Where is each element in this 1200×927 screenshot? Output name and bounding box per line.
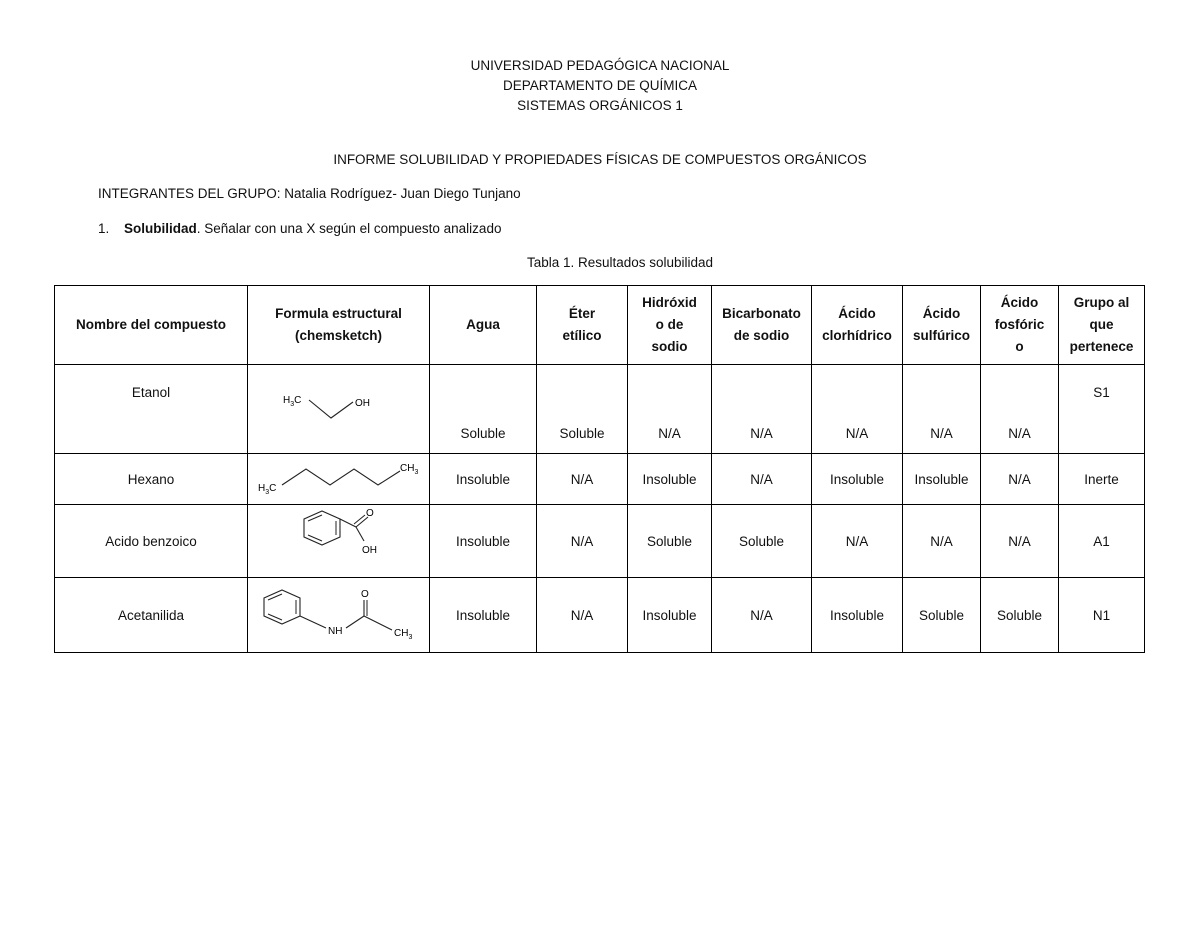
report-title: INFORME SOLUBILIDAD Y PROPIEDADES FÍSICAS DE COMPUESTOS ORGÁNICOS	[333, 152, 867, 167]
table-row	[55, 505, 1145, 578]
table-row	[55, 365, 1145, 454]
cell-bicarbonato: N/A	[712, 454, 812, 505]
svg-text:O: O	[360, 589, 369, 600]
cell-name: Etanol	[55, 365, 248, 454]
department-name: DEPARTAMENTO DE QUÍMICA	[502, 78, 698, 93]
cell-clorhidrico: N/A	[812, 365, 903, 454]
structure-benzoic-acid	[248, 505, 430, 578]
cell-sulfurico: N/A	[903, 505, 981, 578]
section-number: 1.	[98, 221, 110, 236]
header-grupo: Grupo al que pertenece	[1059, 286, 1145, 365]
cell-grupo: A1	[1059, 505, 1145, 578]
cell-hidroxido: Insoluble	[628, 454, 712, 505]
group-members: Natalia Rodríguez- Juan Diego Tunjano	[284, 186, 521, 201]
table-header-row	[55, 286, 1145, 365]
cell-eter: N/A	[537, 505, 628, 578]
cell-grupo: S1	[1059, 365, 1145, 454]
header-hidroxido: Hidróxid o de sodio	[628, 286, 712, 365]
cell-name: Acido benzoico	[55, 505, 248, 578]
cell-fosforico: N/A	[981, 505, 1059, 578]
svg-text:OH: OH	[361, 545, 377, 556]
cell-hidroxido: N/A	[628, 365, 712, 454]
cell-agua: Insoluble	[430, 578, 537, 653]
solubility-table	[54, 285, 1145, 653]
svg-text:CH3: $CH_3$	[399, 463, 418, 476]
cell-eter: Soluble	[537, 365, 628, 454]
header-clorhidrico: Ácido clorhídrico	[812, 286, 903, 365]
header-sulfurico: Ácido sulfúrico	[903, 286, 981, 365]
cell-name: Acetanilida	[55, 578, 248, 653]
svg-text:OH: OH	[354, 398, 370, 409]
header-agua: Agua	[430, 286, 537, 365]
course-name: SISTEMAS ORGÁNICOS 1	[517, 98, 683, 113]
header-eter: Éter etílico	[537, 286, 628, 365]
svg-text:NH: NH	[327, 626, 342, 637]
table-row	[55, 454, 1145, 505]
group-members-line	[98, 185, 521, 203]
cell-fosforico: N/A	[981, 365, 1059, 454]
svg-text:H3C: $H_3C$	[257, 483, 276, 496]
cell-bicarbonato: N/A	[712, 578, 812, 653]
cell-agua: Soluble	[430, 365, 537, 454]
cell-eter: N/A	[537, 454, 628, 505]
cell-grupo: Inerte	[1059, 454, 1145, 505]
group-label: INTEGRANTES DEL GRUPO:	[98, 186, 281, 201]
section-instruction: . Señalar con una X según el compuesto analizado	[196, 221, 502, 236]
structure-acetanilide	[248, 578, 430, 653]
cell-clorhidrico: N/A	[812, 505, 903, 578]
svg-text:CH3: $CH_3$	[393, 628, 412, 641]
cell-sulfurico: Insoluble	[903, 454, 981, 505]
structure-hexane	[248, 454, 430, 505]
svg-text:H3C: $H_3C$	[282, 395, 301, 408]
table-row	[55, 578, 1145, 653]
header-bicarbonato: Bicarbonato de sodio	[712, 286, 812, 365]
header-formula: Formula estructural (chemsketch)	[248, 286, 430, 365]
cell-sulfurico: Soluble	[903, 578, 981, 653]
structure-ethanol	[248, 365, 430, 454]
university-name: UNIVERSIDAD PEDAGÓGICA NACIONAL	[470, 58, 730, 73]
header-fosforico: Ácido fosfóric o	[981, 286, 1059, 365]
cell-clorhidrico: Insoluble	[812, 578, 903, 653]
svg-text:O: O	[365, 509, 374, 519]
cell-bicarbonato: Soluble	[712, 505, 812, 578]
cell-fosforico: N/A	[981, 454, 1059, 505]
table-caption: Tabla 1. Resultados solubilidad	[526, 255, 714, 270]
cell-fosforico: Soluble	[981, 578, 1059, 653]
section-heading	[98, 220, 501, 238]
cell-agua: Insoluble	[430, 454, 537, 505]
cell-name: Hexano	[55, 454, 248, 505]
cell-bicarbonato: N/A	[712, 365, 812, 454]
cell-grupo: N1	[1059, 578, 1145, 653]
section-title: Solubilidad	[124, 221, 197, 236]
cell-agua: Insoluble	[430, 505, 537, 578]
cell-hidroxido: Insoluble	[628, 578, 712, 653]
cell-eter: N/A	[537, 578, 628, 653]
cell-sulfurico: N/A	[903, 365, 981, 454]
cell-hidroxido: Soluble	[628, 505, 712, 578]
header-name: Nombre del compuesto	[55, 286, 248, 365]
cell-clorhidrico: Insoluble	[812, 454, 903, 505]
